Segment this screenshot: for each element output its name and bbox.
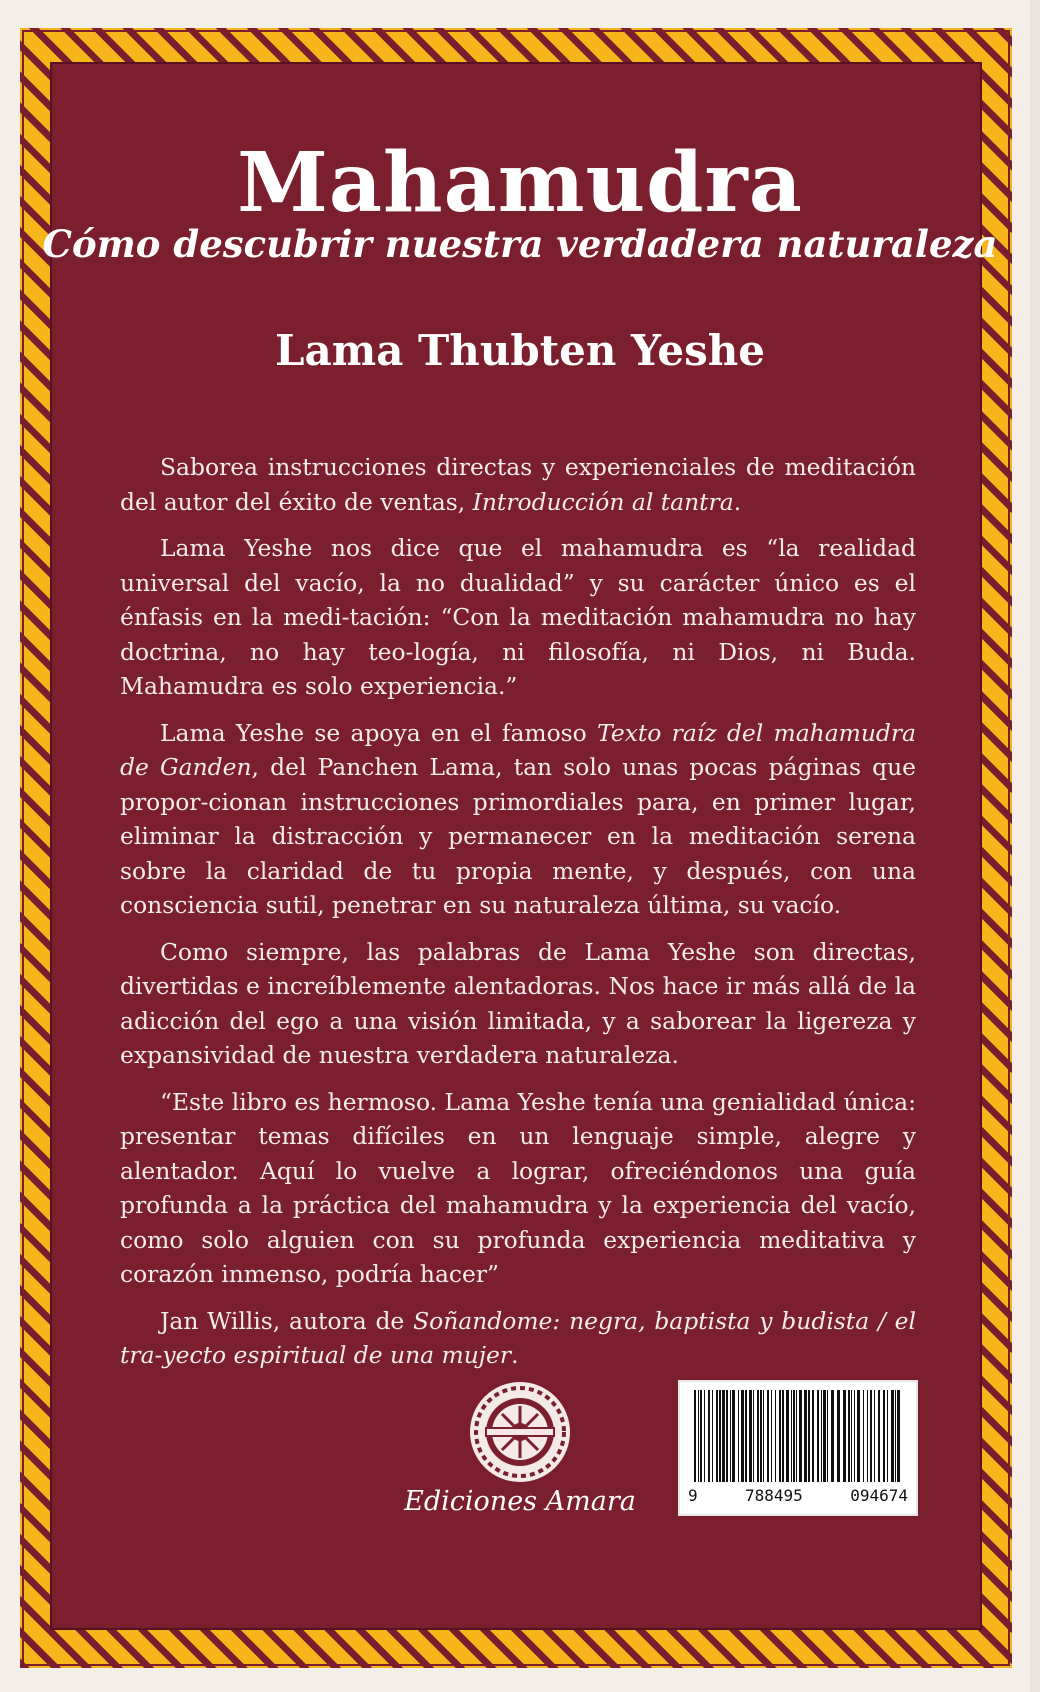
barcode-bar bbox=[874, 1390, 875, 1482]
barcode-bar bbox=[895, 1390, 896, 1482]
barcode-bar bbox=[791, 1390, 792, 1482]
barcode-bar bbox=[812, 1390, 814, 1482]
barcode-bar bbox=[843, 1390, 846, 1482]
barcode-bar bbox=[863, 1390, 864, 1482]
paragraph-text: Saborea instrucciones directas y experienciales de meditación del autor del éxito de ventas, bbox=[120, 453, 916, 516]
isbn-number bbox=[688, 1486, 908, 1505]
barcode-bar bbox=[808, 1390, 810, 1482]
barcode-bar bbox=[817, 1390, 819, 1482]
book-subtitle: Cómo descubrir nuestra verdadera naturaleza bbox=[42, 222, 998, 266]
isbn-barcode bbox=[678, 1380, 918, 1516]
barcode-bar bbox=[712, 1390, 713, 1482]
paragraph-text: Jan Willis, autora de bbox=[160, 1306, 414, 1335]
barcode-bar bbox=[757, 1390, 759, 1482]
barcode-bar bbox=[708, 1390, 710, 1482]
barcode-bar bbox=[891, 1390, 894, 1482]
barcode-bar bbox=[823, 1390, 826, 1482]
barcode-bar bbox=[831, 1390, 834, 1482]
barcode-bar bbox=[741, 1390, 744, 1482]
barcode-bar bbox=[771, 1390, 772, 1482]
barcode-bar bbox=[878, 1390, 880, 1482]
barcode-bar bbox=[796, 1390, 797, 1482]
barcode-bar bbox=[870, 1390, 872, 1482]
paragraph-text: Como siempre, las palabras de Lama Yeshe son directas, divertidas e increíblemente alentadoras. Nos hace ir más allá de la adicción del ego a una visión limitada, y a saborear la ligereza y expansividad de nuestra verdadera naturaleza. bbox=[120, 937, 916, 1069]
blurb-paragraph bbox=[120, 1304, 916, 1373]
paragraph-text: . bbox=[733, 487, 742, 516]
barcode-bar bbox=[887, 1390, 888, 1482]
barcode-bar bbox=[753, 1390, 754, 1482]
barcode-bar bbox=[763, 1390, 764, 1482]
paragraph-text: Lama Yeshe nos dice que el mahamudra es “la realidad universal del vacío, la no dualidad” y su carácter único es el énfasis en la medi-tación: “Con la meditación mahamudra no hay doctrina, no hay teo-logía, ni filosofía, ni Dios, ni Buda. Mahamudra es solo experiencia.” bbox=[120, 534, 916, 700]
barcode-bar bbox=[779, 1390, 781, 1482]
italic-title-text: Texto raíz del mahamudra de Ganden bbox=[120, 718, 916, 781]
barcode-bar bbox=[857, 1390, 860, 1482]
barcode-bar bbox=[730, 1390, 731, 1482]
barcode-bar bbox=[760, 1390, 762, 1482]
barcode-bar bbox=[694, 1390, 696, 1482]
barcode-bar bbox=[775, 1390, 776, 1482]
paragraph-text: . bbox=[511, 1341, 519, 1369]
isbn-digits-lead: 9 bbox=[688, 1486, 698, 1505]
barcode-bar bbox=[738, 1390, 739, 1482]
blurb-paragraph bbox=[120, 716, 916, 923]
barcode-bar bbox=[883, 1390, 885, 1482]
blurb-paragraph bbox=[120, 450, 916, 519]
barcode-bar bbox=[821, 1390, 822, 1482]
barcode-bar bbox=[793, 1390, 795, 1482]
barcode-bar bbox=[719, 1390, 721, 1482]
barcode-bar bbox=[837, 1390, 840, 1482]
barcode-bar bbox=[854, 1390, 855, 1482]
paragraph-text: Lama Yeshe se apoya en el famoso bbox=[160, 718, 598, 747]
blurb-paragraph bbox=[120, 531, 916, 704]
publisher-name: Ediciones Amara bbox=[404, 1486, 636, 1517]
barcode-bar bbox=[782, 1390, 784, 1482]
blurb-paragraph bbox=[120, 935, 916, 1073]
barcode-bar bbox=[897, 1390, 900, 1482]
paragraph-text: , del Panchen Lama, tan solo unas pocas páginas que propor-cionan instrucciones primordiales para, en primer lugar, eliminar la distracción y permanecer en la meditación serena sobre la claridad de tu propia mente, y después, con una consciencia sutil, penetrar en su naturaleza última, su vacío. bbox=[120, 753, 916, 919]
book-author: Lama Thubten Yeshe bbox=[275, 326, 765, 375]
barcode-bar bbox=[767, 1390, 769, 1482]
isbn-digits-left: 788495 bbox=[745, 1486, 803, 1505]
isbn-digits-right: 094674 bbox=[850, 1486, 908, 1505]
barcode-bars bbox=[690, 1390, 906, 1484]
dharma-wheel-logo-icon bbox=[466, 1378, 574, 1486]
barcode-bar bbox=[867, 1390, 868, 1482]
barcode-bar bbox=[804, 1390, 807, 1482]
paragraph-text: “Este libro es hermoso. Lama Yeshe tenía una genialidad única: presentar temas difíciles en un lenguaje simple, alegre y alentador. Aquí lo vuelve a lograr, ofreciéndonos una guía profunda a la práctica del mahamudra y la experiencia del vacío, como solo alguien con su profunda experiencia meditativa y corazón inmenso, podría hacer” bbox=[120, 1087, 916, 1288]
publisher-logo bbox=[400, 1378, 640, 1528]
barcode-bar bbox=[732, 1390, 735, 1482]
barcode-bar bbox=[799, 1390, 802, 1482]
italic-title-text: Soñandome: negra, baptista y budista / el tra-yecto espiritual de una mujer bbox=[120, 1306, 916, 1369]
barcode-bar bbox=[848, 1390, 850, 1482]
barcode-bar bbox=[700, 1390, 702, 1482]
barcode-bar bbox=[851, 1390, 852, 1482]
barcode-bar bbox=[827, 1390, 828, 1482]
barcode-bar bbox=[786, 1390, 789, 1482]
barcode-bar bbox=[722, 1390, 725, 1482]
barcode-bar bbox=[749, 1390, 752, 1482]
barcode-bar bbox=[726, 1390, 728, 1482]
barcode-bar bbox=[704, 1390, 705, 1482]
italic-title-text: Introducción al tantra bbox=[472, 487, 734, 516]
barcode-bar bbox=[716, 1390, 718, 1482]
barcode-bar bbox=[745, 1390, 747, 1482]
barcode-bar bbox=[698, 1390, 699, 1482]
book-title: Mahamudra bbox=[237, 135, 803, 231]
blurb-text bbox=[120, 450, 916, 1385]
blurb-paragraph bbox=[120, 1085, 916, 1292]
